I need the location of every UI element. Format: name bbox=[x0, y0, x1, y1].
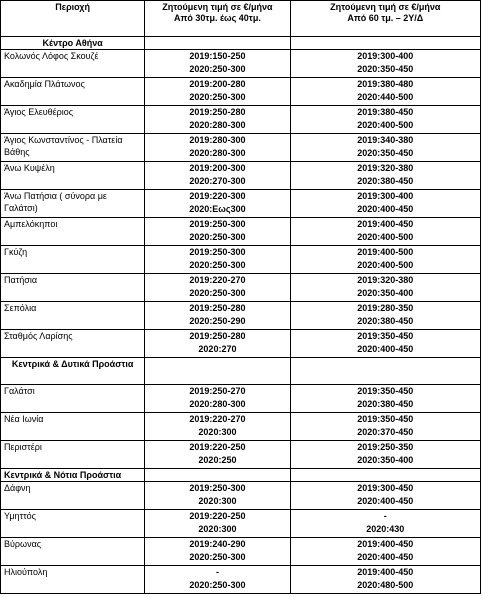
section-row bbox=[1, 358, 481, 385]
table-row bbox=[1, 385, 481, 413]
price-small-2019: 2019:220-300 bbox=[189, 191, 246, 201]
price-small-cell bbox=[145, 566, 290, 594]
price-large-2019: 2019:300-450 bbox=[357, 483, 414, 493]
area-name: Κολωνός Λόφος Σκουζέ bbox=[4, 51, 99, 61]
price-large-cell bbox=[290, 162, 480, 190]
area-cell bbox=[1, 190, 145, 218]
price-small-2020: 2020:280-300 bbox=[189, 148, 246, 158]
price-large-2019: 2019:380-480 bbox=[357, 79, 414, 89]
price-large-cell bbox=[290, 106, 480, 134]
price-small-cell bbox=[145, 385, 290, 413]
price-small-2019: 2019:250-280 bbox=[189, 107, 246, 117]
area-cell bbox=[1, 302, 145, 330]
price-large-2019: 2019:380-450 bbox=[357, 107, 414, 117]
area-name: Ηλιούπολη bbox=[4, 567, 48, 577]
price-large-2020: 2020:370-450 bbox=[357, 427, 414, 437]
area-cell bbox=[1, 538, 145, 566]
price-small-2020: 2020:300 bbox=[198, 496, 237, 506]
area-name: Περιστέρι bbox=[4, 442, 42, 452]
table-row bbox=[1, 482, 481, 510]
header-price-small-cell bbox=[145, 1, 290, 37]
price-small-2020: 2020:250-290 bbox=[189, 316, 246, 326]
price-small-cell bbox=[145, 190, 290, 218]
price-large-2019: 2019:320-380 bbox=[357, 275, 414, 285]
price-small-2020: 2020:300 bbox=[198, 427, 237, 437]
price-small-2020: 2020:250-300 bbox=[189, 92, 246, 102]
price-small-2020: 2020:250-300 bbox=[189, 232, 246, 242]
price-small-2020: 2020:Εως300 bbox=[189, 204, 246, 214]
price-large-2019: 2019:350-450 bbox=[357, 386, 414, 396]
price-large-cell bbox=[290, 413, 480, 441]
price-small-2020: 2020:250-300 bbox=[189, 64, 246, 74]
area-name: Πατήσια bbox=[4, 275, 38, 285]
table-row bbox=[1, 510, 481, 538]
area-cell bbox=[1, 50, 145, 78]
area-cell bbox=[1, 162, 145, 190]
price-small-2019: 2019:250-270 bbox=[189, 386, 246, 396]
area-cell bbox=[1, 441, 145, 469]
price-small-2019: - bbox=[215, 567, 219, 577]
header-area-cell bbox=[1, 1, 145, 37]
section-empty-cell bbox=[290, 37, 480, 50]
price-small-cell bbox=[145, 162, 290, 190]
price-large-2019: 2019:400-500 bbox=[357, 247, 414, 257]
header-price-small-line2: Από 30τμ. έως 40τμ. bbox=[174, 13, 261, 23]
price-large-cell bbox=[290, 385, 480, 413]
price-large-2019: 2019:280-350 bbox=[357, 303, 414, 313]
area-cell bbox=[1, 218, 145, 246]
price-large-cell bbox=[290, 246, 480, 274]
price-large-2019: 2019:350-450 bbox=[357, 331, 414, 341]
price-small-cell bbox=[145, 78, 290, 106]
price-large-2020: 2020:400-500 bbox=[357, 260, 414, 270]
price-large-2019: 2019:400-450 bbox=[357, 539, 414, 549]
section-title: Κεντρικά & Δυτικά Προάστια bbox=[11, 359, 134, 369]
price-small-cell bbox=[145, 441, 290, 469]
section-empty-cell bbox=[145, 358, 290, 385]
price-large-2020: 2020:400-450 bbox=[357, 344, 414, 354]
area-name: Ακαδημία Πλάτωνος bbox=[4, 79, 85, 89]
header-price-large-line1: Ζητούμενη τιμή σε €/μήνα bbox=[330, 2, 441, 12]
price-large-cell bbox=[290, 134, 480, 162]
price-large-2019: 2019:350-450 bbox=[357, 414, 414, 424]
section-row bbox=[1, 469, 481, 482]
price-large-cell bbox=[290, 566, 480, 594]
area-name: Άγιος Κωνσταντίνος - Πλατεία Βάθης bbox=[4, 135, 123, 157]
price-small-cell bbox=[145, 274, 290, 302]
price-small-2019: 2019:220-270 bbox=[189, 275, 246, 285]
price-large-2019: 2019:300-400 bbox=[357, 191, 414, 201]
area-cell bbox=[1, 385, 145, 413]
area-name: Βύρωνας bbox=[4, 539, 42, 549]
section-title-cell bbox=[1, 37, 145, 50]
price-small-2020: 2020:250-300 bbox=[189, 260, 246, 270]
price-large-2020: 2020:380-450 bbox=[357, 176, 414, 186]
price-small-2019: 2019:200-300 bbox=[189, 163, 246, 173]
table-row bbox=[1, 106, 481, 134]
area-name: Άνω Πατήσια ( σύνορα με Γαλάτσι) bbox=[4, 191, 107, 213]
area-cell bbox=[1, 566, 145, 594]
price-large-2020: 2020:430 bbox=[366, 524, 405, 534]
price-large-2020: 2020:400-500 bbox=[357, 120, 414, 130]
price-small-2019: 2019:250-300 bbox=[189, 483, 246, 493]
table-row bbox=[1, 50, 481, 78]
price-large-2020: 2020:480-500 bbox=[357, 580, 414, 590]
table-row bbox=[1, 134, 481, 162]
price-small-2019: 2019:250-300 bbox=[189, 247, 246, 257]
area-name: Νέα Ιωνία bbox=[4, 414, 44, 424]
price-large-2019: 2019:320-380 bbox=[357, 163, 414, 173]
price-small-2019: 2019:250-300 bbox=[189, 219, 246, 229]
price-large-2019: 2019:400-450 bbox=[357, 567, 414, 577]
price-small-cell bbox=[145, 413, 290, 441]
price-large-cell bbox=[290, 218, 480, 246]
area-cell bbox=[1, 274, 145, 302]
area-cell bbox=[1, 413, 145, 441]
header-row bbox=[1, 1, 481, 37]
price-large-2020: 2020:400-450 bbox=[357, 496, 414, 506]
price-large-cell bbox=[290, 274, 480, 302]
table-row bbox=[1, 162, 481, 190]
area-cell bbox=[1, 134, 145, 162]
price-large-cell bbox=[290, 190, 480, 218]
price-small-2019: 2019:220-250 bbox=[189, 511, 246, 521]
price-small-cell bbox=[145, 218, 290, 246]
price-small-cell bbox=[145, 482, 290, 510]
table-row bbox=[1, 538, 481, 566]
price-small-2020: 2020:300 bbox=[198, 524, 237, 534]
price-small-2019: 2019:150-250 bbox=[189, 51, 246, 61]
price-small-2020: 2020:250-300 bbox=[189, 552, 246, 562]
price-small-cell bbox=[145, 106, 290, 134]
price-small-2019: 2019:280-300 bbox=[189, 135, 246, 145]
header-price-large-cell bbox=[290, 1, 480, 37]
price-large-2020: 2020:350-400 bbox=[357, 455, 414, 465]
price-large-2020: 2020:400-500 bbox=[357, 232, 414, 242]
price-large-2019: 2019:300-400 bbox=[357, 51, 414, 61]
area-name: Γαλάτσι bbox=[4, 386, 35, 396]
price-large-cell bbox=[290, 441, 480, 469]
price-small-2020: 2020:270-300 bbox=[189, 176, 246, 186]
area-name: Γκύζη bbox=[4, 247, 28, 257]
area-name: Άνω Κυψέλη bbox=[4, 163, 55, 173]
table-row bbox=[1, 274, 481, 302]
price-small-2020: 2020:270 bbox=[198, 344, 237, 354]
table-row bbox=[1, 566, 481, 594]
price-small-cell bbox=[145, 134, 290, 162]
price-large-cell bbox=[290, 330, 480, 358]
section-row bbox=[1, 37, 481, 50]
area-cell bbox=[1, 246, 145, 274]
price-small-2019: 2019:220-270 bbox=[189, 414, 246, 424]
price-large-2019: - bbox=[383, 511, 387, 521]
price-small-cell bbox=[145, 246, 290, 274]
price-small-cell bbox=[145, 302, 290, 330]
area-cell bbox=[1, 330, 145, 358]
price-large-2020: 2020:350-450 bbox=[357, 148, 414, 158]
header-area-label: Περιοχή bbox=[55, 2, 90, 12]
price-large-2020: 2020:350-450 bbox=[357, 64, 414, 74]
section-title: Κεντρικά & Νότια Προάστια bbox=[4, 470, 122, 480]
section-empty-cell bbox=[290, 358, 480, 385]
price-large-cell bbox=[290, 302, 480, 330]
area-name: Σταθμός Λαρίσης bbox=[4, 331, 73, 341]
price-small-2019: 2019:240-290 bbox=[189, 539, 246, 549]
area-cell bbox=[1, 78, 145, 106]
area-name: Δάφνη bbox=[4, 483, 31, 493]
price-large-2020: 2020:380-450 bbox=[357, 399, 414, 409]
section-empty-cell bbox=[145, 37, 290, 50]
area-name: Αμπελόκηποι bbox=[4, 219, 58, 229]
price-small-2020: 2020:250-300 bbox=[189, 288, 246, 298]
price-large-2019: 2019:340-380 bbox=[357, 135, 414, 145]
price-small-2020: 2020:280-300 bbox=[189, 120, 246, 130]
area-name: Σεπόλια bbox=[4, 303, 37, 313]
area-cell bbox=[1, 106, 145, 134]
table-row bbox=[1, 302, 481, 330]
price-small-cell bbox=[145, 50, 290, 78]
area-cell bbox=[1, 482, 145, 510]
price-small-2019: 2019:220-250 bbox=[189, 442, 246, 452]
table-row bbox=[1, 441, 481, 469]
price-small-cell bbox=[145, 538, 290, 566]
table-row bbox=[1, 413, 481, 441]
price-large-2020: 2020:350-400 bbox=[357, 288, 414, 298]
price-large-cell bbox=[290, 78, 480, 106]
price-small-2020: 2020:250-300 bbox=[189, 580, 246, 590]
area-name: Άγιος Ελευθέριος bbox=[4, 107, 74, 117]
table-row bbox=[1, 218, 481, 246]
price-small-2019: 2019:200-280 bbox=[189, 79, 246, 89]
price-large-2019: 2019:400-450 bbox=[357, 219, 414, 229]
price-small-cell bbox=[145, 330, 290, 358]
price-small-2019: 2019:250-280 bbox=[189, 331, 246, 341]
area-cell bbox=[1, 510, 145, 538]
price-large-2020: 2020:440-500 bbox=[357, 92, 414, 102]
price-large-2020: 2020:400-450 bbox=[357, 204, 414, 214]
table-row bbox=[1, 246, 481, 274]
price-large-2020: 2020:400-450 bbox=[357, 552, 414, 562]
price-large-cell bbox=[290, 50, 480, 78]
section-title-cell bbox=[1, 358, 145, 385]
area-name: Υμηττός bbox=[4, 511, 36, 521]
section-empty-cell bbox=[290, 469, 480, 482]
section-title-cell bbox=[1, 469, 145, 482]
price-small-2020: 2020:250 bbox=[198, 455, 237, 465]
price-small-2020: 2020:280-300 bbox=[189, 399, 246, 409]
price-small-cell bbox=[145, 510, 290, 538]
header-price-large-line2: Από 60 τμ. – 2Υ/Δ bbox=[347, 13, 424, 23]
price-large-cell bbox=[290, 538, 480, 566]
section-empty-cell bbox=[145, 469, 290, 482]
table-row bbox=[1, 78, 481, 106]
price-large-cell bbox=[290, 482, 480, 510]
table-row bbox=[1, 330, 481, 358]
price-small-2019: 2019:250-280 bbox=[189, 303, 246, 313]
section-title: Κέντρο Αθήνα bbox=[42, 38, 103, 48]
price-large-cell bbox=[290, 510, 480, 538]
price-large-2020: 2020:380-450 bbox=[357, 316, 414, 326]
table-row bbox=[1, 190, 481, 218]
header-price-small-line1: Ζητούμενη τιμή σε €/μήνα bbox=[162, 2, 273, 12]
price-large-2019: 2019:250-350 bbox=[357, 442, 414, 452]
